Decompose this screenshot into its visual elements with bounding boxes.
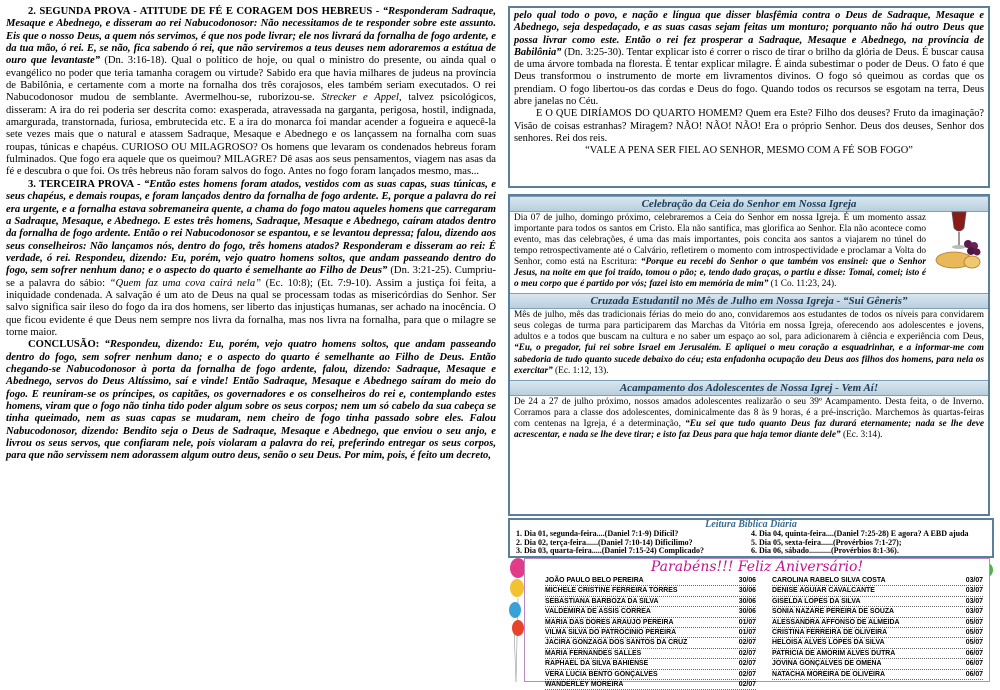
birthday-name: HELOISA ALVES LOPES DA SILVA [772, 639, 885, 647]
continuation-paragraph [514, 10, 984, 108]
birthday-name: NATACHA MOREIRA DE OLIVEIRA [772, 670, 885, 678]
cruzada-reference: (Ec. 1:12, 13). [552, 365, 609, 376]
birthday-row [545, 638, 756, 648]
cruzada-body: Mês de julho, mês das tradicionais férias do meio do ano, convidaremos aos estudantes de todos os níveis para convidarem seus colegas de turma para participarem das Marchas da Vitória em nossa Igreja, oferecendo aos adolescentes e jovens, adultos e a todos que buscam na cultura e no saber um espaço ao sol, para adicionarem à ciência e experiência com Deus, [514, 310, 984, 343]
birthday-name: CAROLINA RABELO SILVA COSTA [772, 577, 886, 584]
birthday-date: 30/06 [738, 577, 756, 584]
birthday-card [508, 558, 994, 689]
cruzada-paragraph [514, 310, 984, 376]
conclusion-heading: CONCLUSÃO: [28, 339, 105, 351]
birthday-row [545, 659, 756, 669]
third-proof-body: (Ec. 10:8); (Et. 7:9-10). Assim a justiça foi feita, a iniquidade condenada. A salvação é um ato de Deus na qual se processam todas as misericórdias do Senhor. Ser salvo significa sair ileso do fogo da ira dos homens, ser liberto das injustiças humanas, ser achado na inocência. O que ficou evidente é que Deus nem sempre nos livra da fornalha, mas nos livra na fornalha, para que o milagre se torne maior. [6, 277, 496, 338]
right-column [508, 6, 994, 689]
ceia-quote: “Porque eu recebi do Senhor o que também vos ensinei: que o Senhor Jesus, na noite em que foi traído, tomou o pão; e, tendo dado graças, o partiu e disse: Tomai, comei; isto é o meu corpo que é partido por vós; fazei isto em memória de mim” [514, 257, 926, 290]
bible-reading-item: 2. Dia 02, terça-feira......(Daniel 7:10-14) Dificílimo? [516, 537, 693, 547]
birthday-row [545, 607, 756, 617]
birthday-date: 03/07 [965, 597, 983, 605]
acampamento-body: De 24 a 27 de julho próximo, nossos amados adolescentes realizarão o seu 39º Acampamento. Desta feita, o de Inverno. Corramos para a classe dos adolescentes, dominicalmente das 8 às 9 horas, é a pré-inscrição. Marchemos às quartas-feiras com centenas na Igreja, é a determinação, [514, 396, 984, 429]
second-proof-body: , talvez psicológicos, disseram: A ira do rei poderia ser descrita como: exasperada, atravessada na garganta, perigosa, hostil, indignada, amargurada, transtornada, furiosa, embrutecida etc. E a ira do monarca foi mandar acender a fogueira e aquecê-la sete vezes mais que o natural e atassem Sadraque, Mesaque e Abednego e os lançassem na fornalha com suas roupas, túnicas e chapéus. CURIOSO OU MILAGROSO? Os homens que levaram os condenados hebreus foram fulminados. Que fogo era aquele que os queimou? MILAGRE? Dê asas aos seus pensamentos, viagem nas asas da fé e descubra o que foi. Os três hebreus não foram salvos do fogo. Antes no fogo foram lançados mesmo, mas... [6, 92, 496, 178]
birthday-lists [525, 576, 989, 690]
birthday-date: 30/06 [738, 608, 756, 616]
continuation-panel [508, 6, 990, 188]
birthday-row [545, 680, 756, 690]
birthday-date: 01/07 [738, 618, 756, 626]
birthday-row [545, 628, 756, 638]
birthday-name: MARIA FERNANDES SALLES [545, 649, 642, 657]
ceia-section [510, 212, 988, 291]
birthday-row [772, 586, 983, 596]
second-proof-quote: “Responderam Sadraque, Mesaque e Abednego, e disseram ao rei Nabucodonosor: Não necessitamos de te responder sobre este assunto. Eis que o nosso Deus, a quem nós servimos, é que nos pode livrar; ele nos livrará da fornalha de fogo ardente, e da tua mão, ó rei. E, se não, fica sabendo ó rei, que não serviremos a teus deuses nem adoraremos a estátua de ouro que levantaste” [6, 6, 496, 67]
cruzada-quote: “Eu, o pregador, fui rei sobre Israel em Jerusalém. E apliquei o meu coração a esquadrinhar, e a informar-me com sabedoria de tudo quanto sucede debaixo do céu; esta enfadonha ocupação deu Deus aos filhos dos homens, para nela os exercitar” [514, 343, 984, 376]
cruzada-banner: Cruzada Estudantil no Mês de Julho em Nossa Igreja - “Sui Gêneris” [510, 293, 988, 309]
birthday-name: JACIRA GONZAGA DOS SANTOS DA CRUZ [545, 639, 688, 647]
birthday-row [772, 628, 983, 638]
acampamento-banner: Acampamento dos Adolescentes de Nossa Igrej - Vem Aí! [510, 380, 988, 396]
birthday-date: 03/07 [965, 577, 983, 584]
bible-reading-title: Leitura Bíblica Diária [705, 519, 797, 530]
birthday-row [772, 597, 983, 607]
birthday-name: JOÃO PAULO BELO PEREIRA [545, 577, 644, 584]
birthday-row [545, 586, 756, 596]
birthday-date: 02/07 [738, 670, 756, 678]
birthday-row [545, 649, 756, 659]
third-proof-wise-saying: “Quem faz uma cova cairá nela” [109, 277, 262, 289]
birthday-row [772, 618, 983, 628]
birthday-name: MICHELE CRISTINE FERREIRA TORRES [545, 587, 678, 595]
birthday-title: Parabéns!!! Feliz Aniversário! [650, 559, 864, 575]
third-proof-reference: (Dn. 3:21-25). Cumpriu-se a palavra do sábio: [6, 265, 496, 289]
birthday-name: PATRICIA DE AMORIM ALVES DUTRA [772, 649, 896, 657]
birthday-date: 06/07 [965, 649, 983, 657]
birthday-name: VALDEMIRA DE ASSIS CORREA [545, 608, 651, 616]
birthday-list-right [772, 576, 983, 690]
second-proof-paragraph [6, 6, 496, 179]
continuation-quote: pelo qual todo o povo, e nação e língua que disser blasfêmia contra o Deus de Sadraque, Mesaque e Abednego, seja despedaçado, e as suas casas sejam feitas um monturo; porquanto não há outro Deus que possa livrar como este. Então o rei fez prosperar a Sadraque, Mesaque e Abednego, na província de Babilônia” [514, 10, 984, 58]
birthday-date: 06/07 [965, 660, 983, 668]
birthday-name: SEBASTIANA BARBOZA DA SILVA [545, 597, 659, 605]
left-column [6, 6, 496, 674]
continuation-reference: (Dn. 3:25-30). Tentar explicar isto é correr o risco de tirar o brilho da glória de Deus. É buscar causa de uma árvore tombada na floresta. É tentar explicar milagre. É ainda subestimar o poder de Deus. O fato é que Deus transformou o instrumento de morte em livramentos divinos. O fogo só queimou as cordas que os prendiam. O fogo libertou-os das cordas e Deus do fogo. Quando todos os recursos se esgotam na terra, Deus abre janelas no Céu. [514, 46, 984, 108]
birthday-row [772, 638, 983, 648]
birthday-row [772, 670, 983, 680]
birthday-date: 02/07 [738, 649, 756, 657]
birthday-date: 01/07 [738, 629, 756, 637]
birthday-row [545, 670, 756, 680]
bible-reading-item: 5. Dia 05, sexta-feira......(Provérbios 7:1-27); [751, 537, 902, 547]
third-proof-heading: 3. TERCEIRA PROVA - [28, 178, 144, 190]
birthday-date: 03/07 [965, 587, 983, 595]
birthday-row [772, 576, 983, 586]
birthday-list-left [545, 576, 756, 690]
second-proof-heading: 2. SEGUNDA PROVA - ATITUDE DE FÉ E CORAGEM DOS HEBREUS - [28, 6, 383, 17]
communion-bread-wine-icon [932, 210, 982, 270]
bible-reading-list [510, 530, 992, 556]
birthday-name: WANDERLEY MOREIRA [545, 681, 624, 689]
birthday-date: 02/07 [738, 639, 756, 647]
birthday-date: 06/07 [965, 670, 983, 678]
birthday-name: VILMA SILVA DO PATROCINIO PEREIRA [545, 629, 677, 637]
birthday-row [545, 597, 756, 607]
ceia-paragraph [514, 213, 926, 290]
third-proof-quote: “Então estes homens foram atados, vestidos com as suas capas, suas túnicas, e seus chapéus, e demais roupas, e foram lançados dentro da fornalha de fogo ardente. E, porque a palavra do rei era urgente, e a fornalha estava sobremaneira quente, a chama do fogo matou aqueles homens que carregaram a Sadraque, Mesaque, e Abednego. E estes três homens, Sadraque, Mesaque e Abednego, caíram atados dentro da fornalha de fogo ardente. Então o rei Nabucodonosor se espantou, e se levantou depressa; falou, dizendo aos seus conselheiros: Não lançamos nós, dentro do fogo, três homens atados? Responderam e disseram ao rei: É verdade, ó rei. Respondeu, dizendo: Eu, porém, vejo quatro homens soltos, que andam passeando dentro do fogo, sem sofrer nenhum dano; e o aspecto do quarto é semelhante ao Filho de Deus” [6, 178, 496, 277]
cruzada-section [510, 309, 988, 377]
acampamento-quote: “Eu sei que tudo quanto Deus faz durará eternamente; nada se lhe deve acrescentar, e nada se lhe deve tirar; e isto faz Deus para que haja temor diante dele” [514, 418, 984, 440]
second-proof-reference: (Dn. 3:16-18). Qual o político de hoje, ou qual o ministro do presente, ou ainda qual o evangélico no poder que teria tamanha coragem ou virtude? Sabido era que havia milhares de judeus na província de Babilônia, e certamente com a morte na fornalha dos três corajosos, eles também seriam executados. O rei Nabucodonosor mudou de semblante. Avermelhou-se, ruborizou-se. [6, 55, 496, 104]
bible-reading-item: 3. Dia 03, quarta-feira.....(Daniel 7:15-24) Complicado? [516, 546, 704, 556]
birthday-name: RAPHAEL DA SILVA BAHIENSE [545, 660, 649, 668]
birthday-row [545, 618, 756, 628]
birthday-name: SONIA NAZARE PEREIRA DE SOUZA [772, 608, 894, 616]
acampamento-reference: (Ec. 3:14). [840, 429, 883, 440]
birthday-date: 30/06 [738, 597, 756, 605]
birthday-name: JOVINA GONÇALVES DE OMENA [772, 660, 882, 668]
birthday-row [772, 607, 983, 617]
birthday-name: VERA LUCIA BENTO GONÇALVES [545, 670, 658, 678]
birthday-name: GISELDA LOPES DA SILVA [772, 597, 861, 605]
birthday-name: CRISTINA FERREIRA DE OLIVEIRA [772, 629, 888, 637]
ceia-body: Dia 07 de julho, domingo próximo, celebraremos a Ceia do Senhor em nossa Igreja. É um momento assaz importante para todos os santos em Cristo. Ela não santifica, mas glorifica ao Senhor. Ela não acontece como evento, mas das celebrações, é uma das mais importantes, pois concita aos santos a viajarem no túnel do tempo retrospectivamente até o Calvário, refletirem o momento com introspectividade e proclamar a Volta do Senhor, como está na Escritura: [514, 213, 926, 268]
birthday-name: MARIA DAS DORES ARAUJO PEREIRA [545, 618, 674, 626]
bible-reading-item: 4. Dia 04, quinta-feira....(Daniel 7:25-28) E agora? A EBD ajuda [751, 529, 969, 538]
birthday-name: DENISE AGUIAR CAVALCANTE [772, 587, 875, 595]
acampamento-section [510, 396, 988, 442]
conclusion-quote: “Respondeu, dizendo: Eu, porém, vejo quatro homens soltos, que andam passeando dentro do fogo, sem sofrer nenhum dano; e o aspecto do quarto é semelhante ao Filho de Deus. Então chegando-se Nabucodonosor à porta da fornalha de fogo ardente, falou, dizendo: Sadraque, Mesaque e Abednego, servos do Deus Altíssimo, saí e vinde! Então Sadraque, Mesaque e Abednego saíram do meio do fogo. E reuniram-se os príncipes, os capitães, os governadores e os conselheiros do rei e, contemplando estes homens, viram que o fogo não tinha tido poder algum sobre os seus corpos; nem um só cabelo da sua cabeça se tinha queimado, nem as suas capas se mudaram, nem cheiro de fogo tinha passado sobre eles. Falou Nabucodonosor, dizendo: Bendito seja o Deus de Sadraque, Mesaque e Abednego, que enviou o seu anjo, e livrou os seus servos, que confiaram nele, pois violaram a palavra do rei, preferindo entregar os seus corpos, para que não servissem nem adorassem algum outro deus, senão o seu Deus. Por mim, pois, é feito um decreto, [6, 339, 497, 462]
birthday-date: 05/07 [965, 639, 983, 647]
bible-reading-item: 1. Dia 01, segunda-feira....(Daniel 7:1-9) Difícil? [516, 529, 679, 538]
motto: “VALE A PENA SER FIEL AO SENHOR, MESMO COM A FÉ SOB FOGO” [585, 145, 913, 157]
announcements-panel [508, 194, 990, 516]
ceia-reference: (1 Co. 11:23, 24). [768, 279, 837, 290]
birthday-row [772, 659, 983, 669]
ceia-banner: Celebração da Ceia do Senhor em Nossa Igreja [510, 196, 988, 212]
bible-reading-box [508, 518, 994, 558]
conclusion-paragraph [6, 339, 496, 462]
birthday-row [545, 576, 756, 586]
third-proof-paragraph [6, 179, 496, 339]
birthday-date: 02/07 [738, 681, 756, 689]
birthday-date: 05/07 [965, 629, 983, 637]
birthday-date: 05/07 [965, 618, 983, 626]
birthday-inner [524, 558, 990, 689]
acampamento-paragraph [514, 397, 984, 441]
bible-reading-item: 6. Dia 06, sábado...........(Provérbios 8:1-36). [751, 546, 899, 556]
birthday-date: 03/07 [965, 608, 983, 616]
birthday-name: ALESSANDRA AFFONSO DE ALMEIDA [772, 618, 900, 626]
birthday-row [772, 649, 983, 659]
birthday-date: 02/07 [738, 660, 756, 668]
birthday-date: 30/06 [738, 587, 756, 595]
fourth-man-paragraph: E O QUE DIRÍAMOS DO QUARTO HOMEM? Quem era Este? Filho dos deuses? Fruto da imaginação? Visão de coisas estranhas? Miragem? NÃO! NÃO! NÃO! Era o próprio Senhor. Deus dos deuses, Senhor dos senhores. Rei dos reis. [514, 108, 984, 144]
second-proof-authors: Strecker e Appel [321, 92, 399, 104]
